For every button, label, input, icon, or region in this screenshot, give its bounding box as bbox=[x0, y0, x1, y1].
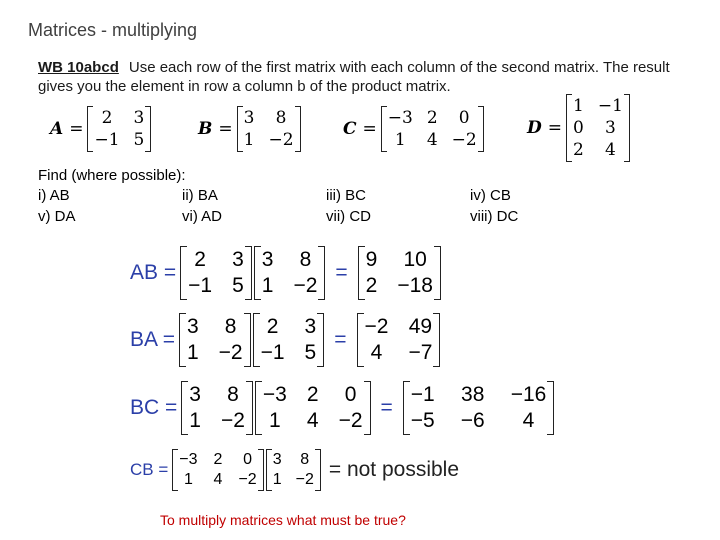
equals-sign: = bbox=[69, 119, 84, 139]
matrix-cell: 3 bbox=[232, 248, 244, 271]
matrix-cell: 10 bbox=[403, 248, 427, 271]
matrix-cell: −2 bbox=[218, 341, 243, 364]
find-item: vii) CD bbox=[326, 208, 371, 225]
matrix-b bbox=[237, 108, 301, 150]
matrix-cell: −7 bbox=[408, 341, 433, 364]
definition-d bbox=[527, 96, 630, 160]
matrix-right bbox=[255, 383, 371, 433]
matrix-cell: −18 bbox=[397, 274, 433, 297]
matrix-cell: −3 bbox=[262, 383, 287, 406]
matrix-cell: 2 bbox=[365, 274, 378, 297]
matrix-cell: 2 bbox=[266, 315, 279, 338]
equals-sign: = bbox=[547, 118, 562, 138]
definition-a bbox=[50, 108, 151, 150]
matrix-cell: 8 bbox=[299, 248, 312, 271]
find-item: i) AB bbox=[38, 187, 70, 204]
definition-c bbox=[343, 108, 484, 150]
matrix-cell: 3 bbox=[604, 118, 616, 138]
matrix-cell: 1 bbox=[183, 471, 193, 488]
matrix-cell: 49 bbox=[408, 315, 433, 338]
matrix-right bbox=[253, 315, 325, 365]
matrix-cell: 3 bbox=[243, 108, 255, 128]
find-item: iv) CB bbox=[470, 187, 511, 204]
matrix-name: B bbox=[198, 119, 213, 139]
matrix-result bbox=[403, 383, 555, 433]
working-label: AB = bbox=[130, 261, 177, 284]
matrix-cell: 1 bbox=[272, 471, 282, 488]
matrix-cell: −2 bbox=[295, 471, 314, 488]
matrix-name: A bbox=[50, 119, 64, 139]
matrix-cell: −3 bbox=[387, 108, 413, 128]
matrix-cell: 4 bbox=[522, 409, 535, 432]
matrix-cell: 3 bbox=[272, 451, 282, 468]
matrix-name: D bbox=[527, 118, 542, 138]
matrix-cell: 3 bbox=[261, 248, 274, 271]
matrix-cell: 0 bbox=[573, 118, 584, 138]
matrix-cell: 1 bbox=[261, 274, 274, 297]
matrix-cell: 0 bbox=[344, 383, 357, 406]
matrix-cell: −1 bbox=[597, 96, 623, 116]
matrix-cell: 3 bbox=[189, 383, 201, 406]
matrix-cell: −6 bbox=[460, 409, 485, 432]
matrix-cell: 2 bbox=[101, 108, 113, 128]
matrix-cell: 2 bbox=[213, 451, 223, 468]
matrix-d bbox=[566, 96, 630, 160]
matrix-cell: 8 bbox=[300, 451, 310, 468]
matrix-cell: 4 bbox=[306, 409, 319, 432]
working-cb bbox=[130, 451, 459, 489]
matrix-cell: −2 bbox=[451, 130, 477, 150]
matrix-cell: 38 bbox=[461, 383, 485, 406]
matrix-cell: 1 bbox=[269, 409, 281, 432]
matrix-cell: 0 bbox=[243, 451, 253, 468]
question-text: To multiply matrices what must be true? bbox=[160, 512, 406, 528]
matrix-cell: 4 bbox=[604, 140, 616, 160]
working-label: BC = bbox=[130, 396, 178, 419]
working-label: BA = bbox=[130, 328, 175, 351]
matrix-cell: 1 bbox=[243, 130, 255, 150]
matrix-cell: 5 bbox=[232, 274, 244, 297]
matrix-cell: 9 bbox=[365, 248, 378, 271]
matrix-cell: −5 bbox=[410, 409, 435, 432]
equals-sign: = bbox=[335, 261, 348, 284]
working-ba bbox=[130, 315, 440, 365]
matrix-cell: −2 bbox=[238, 471, 257, 488]
instruction-body: Use each row of the first matrix with each column of the second matrix. The result gives you the element in row a column b of the product matrix. bbox=[38, 59, 670, 95]
instruction-text bbox=[38, 58, 688, 96]
matrix-cell: 3 bbox=[133, 108, 145, 128]
matrix-cell: 1 bbox=[186, 341, 199, 364]
matrix-cell: 4 bbox=[370, 341, 383, 364]
equals-sign: = bbox=[334, 328, 347, 351]
matrix-cell: 5 bbox=[304, 341, 317, 364]
worksheet-tag: WB 10abcd bbox=[38, 59, 119, 76]
find-item: v) DA bbox=[38, 208, 76, 225]
working-bc bbox=[130, 383, 554, 433]
matrix-cell: 0 bbox=[458, 108, 470, 128]
matrix-cell: −1 bbox=[188, 274, 213, 297]
matrix-cell: −2 bbox=[268, 130, 294, 150]
matrix-cell: −2 bbox=[220, 409, 245, 432]
matrix-cell: −1 bbox=[410, 383, 435, 406]
matrix-c bbox=[381, 108, 484, 150]
matrix-cell: 4 bbox=[426, 130, 438, 150]
matrix-cell: 2 bbox=[426, 108, 438, 128]
matrix-left bbox=[172, 451, 263, 489]
not-possible-text: = not possible bbox=[328, 458, 460, 481]
matrix-cell: −2 bbox=[293, 274, 318, 297]
matrix-name: C bbox=[343, 119, 357, 139]
matrix-left bbox=[181, 383, 253, 433]
equals-sign: = bbox=[362, 119, 377, 139]
equals-sign: = bbox=[380, 396, 393, 419]
matrix-cell: −2 bbox=[338, 409, 363, 432]
matrix-cell: 1 bbox=[573, 96, 584, 116]
matrix-cell: −16 bbox=[510, 383, 547, 406]
matrix-right bbox=[254, 248, 326, 298]
matrix-cell: −3 bbox=[179, 451, 198, 468]
matrix-cell: −1 bbox=[260, 341, 285, 364]
matrix-cell: 3 bbox=[304, 315, 317, 338]
matrix-result bbox=[357, 315, 441, 365]
matrix-cell: 1 bbox=[189, 409, 201, 432]
matrix-cell: −1 bbox=[94, 130, 120, 150]
matrix-result bbox=[358, 248, 441, 298]
find-item: ii) BA bbox=[182, 187, 218, 204]
matrix-cell: 1 bbox=[394, 130, 406, 150]
matrix-cell: 2 bbox=[194, 248, 206, 271]
matrix-cell: 4 bbox=[213, 471, 223, 488]
matrix-cell: 8 bbox=[275, 108, 287, 128]
matrix-cell: −2 bbox=[364, 315, 389, 338]
matrix-left bbox=[179, 315, 251, 365]
matrix-left bbox=[180, 248, 252, 298]
find-heading: Find (where possible): bbox=[38, 167, 186, 184]
find-item: iii) BC bbox=[326, 187, 366, 204]
definition-b bbox=[198, 108, 301, 150]
matrix-cell: 8 bbox=[227, 383, 239, 406]
matrix-a bbox=[87, 108, 151, 150]
page-title: Matrices - multiplying bbox=[28, 20, 198, 40]
matrix-cell: 5 bbox=[133, 130, 145, 150]
find-item: viii) DC bbox=[470, 208, 519, 225]
working-label: CB = bbox=[130, 460, 169, 479]
matrix-cell: 2 bbox=[573, 140, 584, 160]
matrix-cell: 2 bbox=[306, 383, 319, 406]
matrix-cell: 3 bbox=[186, 315, 199, 338]
equals-sign: = bbox=[218, 119, 233, 139]
find-item: vi) AD bbox=[182, 208, 223, 225]
matrix-cell: 8 bbox=[224, 315, 237, 338]
matrix-right bbox=[266, 451, 321, 489]
working-ab bbox=[130, 248, 441, 298]
